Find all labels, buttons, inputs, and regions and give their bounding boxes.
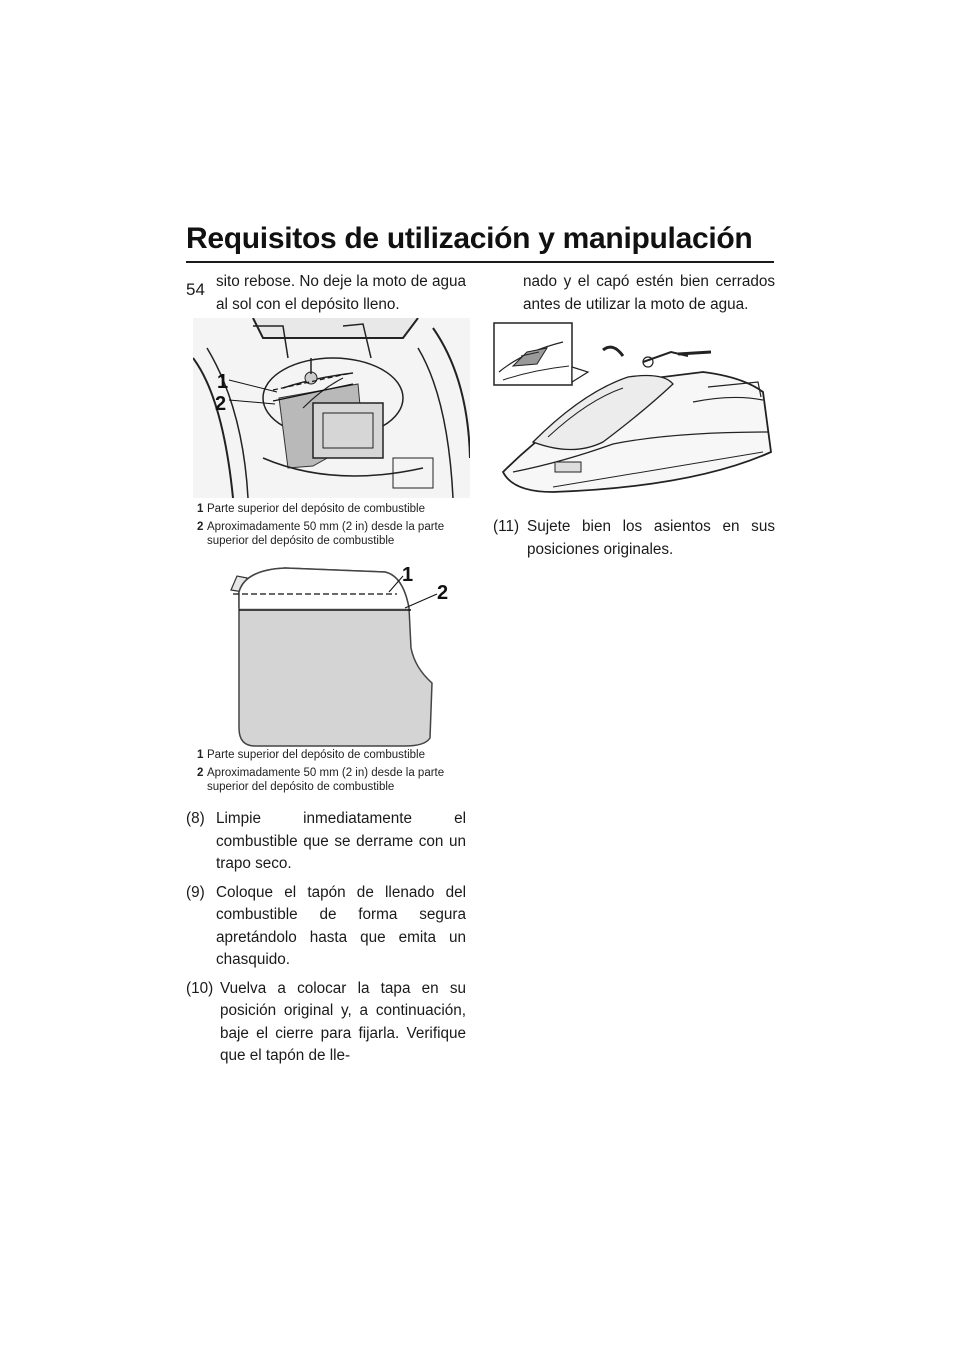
caption-row: 2 Aproximadamente 50 mm (2 in) desde la parte superior del depósito de combustible — [197, 521, 445, 547]
step-text: Coloque el tapón de llenado del combustible de forma segura apretándolo hasta que emita un chasquido. — [216, 883, 466, 968]
step-text: Vuelva a colocar la tapa en su posición original y, a continuación, baje el cierre para fijarla. Verifique que el tapón de lle- — [220, 979, 466, 1064]
step-number: (8) — [186, 810, 205, 827]
callout-2: 2 — [215, 393, 227, 415]
title-rule — [186, 261, 774, 263]
left-steps — [186, 808, 466, 1074]
watercraft-figure — [493, 322, 775, 502]
fuel-tank-photo-illustration — [193, 318, 470, 498]
step-item — [493, 516, 775, 561]
left-column — [186, 271, 466, 316]
step-number: (9) — [186, 883, 205, 901]
continuation-text: nado y el capó estén bien cerrados antes de utilizar la moto de agua. — [523, 273, 775, 313]
watercraft-illustration — [493, 322, 775, 502]
step-item — [186, 808, 466, 876]
fuel-tank-photo-figure — [193, 318, 470, 498]
step-number: (11) — [493, 518, 520, 535]
callout-1: 1 — [402, 564, 414, 586]
callout-1: 1 — [217, 371, 229, 393]
page-title: Requisitos de utilización y manipulación — [186, 222, 753, 255]
caption-row: 1 Parte superior del depósito de combustible — [197, 749, 425, 761]
figure1-captions — [197, 502, 472, 548]
step-text: Limpie inmediatamente el combustible que se derrame con un trapo seco. — [216, 810, 466, 872]
right-column — [493, 271, 775, 316]
continuation-text: sito rebose. No deje la moto de agua al sol con el depósito lleno. — [216, 273, 467, 313]
fuel-tank-diagram — [225, 558, 465, 750]
caption-row: 2 Aproximadamente 50 mm (2 in) desde la parte superior del depósito de combustible — [197, 767, 445, 793]
step-number: (10) — [186, 979, 214, 997]
page-number: 54 — [186, 280, 205, 299]
step-item — [186, 882, 466, 972]
fuel-tank-diagram-figure — [225, 558, 465, 750]
right-steps — [493, 516, 775, 567]
caption-row: 1 Parte superior del depósito de combustible — [197, 503, 425, 515]
step-item — [186, 978, 466, 1068]
figure2-captions — [197, 748, 472, 794]
step-text: Sujete bien los asientos en sus posiciones originales. — [527, 518, 775, 558]
callout-2: 2 — [437, 582, 449, 604]
